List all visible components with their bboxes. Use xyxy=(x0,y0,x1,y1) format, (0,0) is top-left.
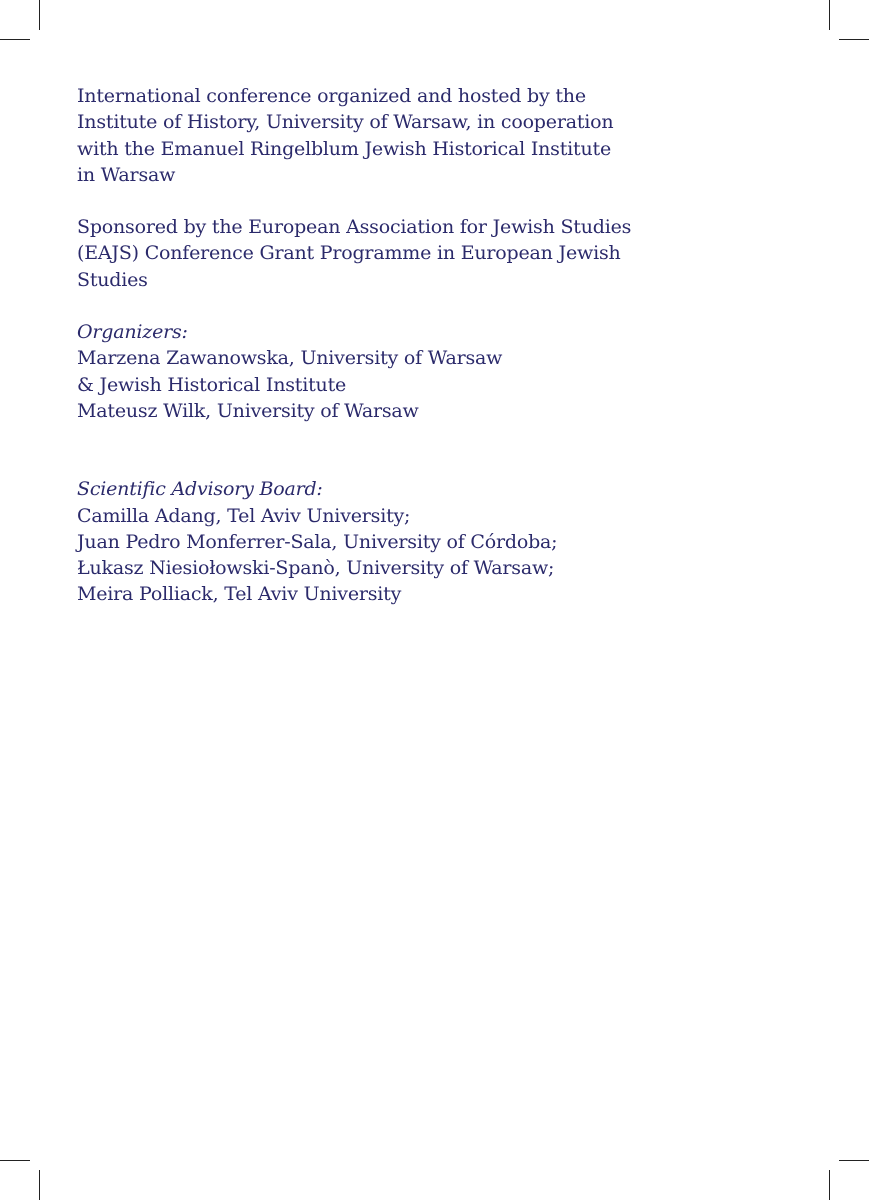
organizer-line: Mateusz Wilk, University of Warsaw xyxy=(77,399,419,422)
intro-paragraph xyxy=(77,83,637,188)
sponsor-line: Studies xyxy=(77,268,148,291)
intro-line: with the Emanuel Ringelblum Jewish Historical Institute xyxy=(77,137,611,160)
sponsor-line: Sponsored by the European Association for Jewish Studies xyxy=(77,216,632,239)
crop-mark-bottom-left-vertical xyxy=(39,1170,40,1200)
advisory-board-member: Juan Pedro Monferrer-Sala, University of Córdoba; xyxy=(77,530,558,553)
intro-line: in Warsaw xyxy=(77,163,176,186)
crop-mark-top-left-vertical xyxy=(39,0,40,30)
organizers-section xyxy=(77,319,637,424)
crop-mark-top-right-horizontal xyxy=(839,39,869,40)
advisory-board-heading: Scientific Advisory Board: xyxy=(77,478,323,501)
crop-mark-top-right-vertical xyxy=(829,0,830,30)
intro-line: Institute of History, University of Warsaw, in cooperation xyxy=(77,111,614,134)
intro-line: International conference organized and hosted by the xyxy=(77,85,586,107)
advisory-board-member: Camilla Adang, Tel Aviv University; xyxy=(77,504,411,527)
page-content xyxy=(77,83,637,608)
spacer xyxy=(77,424,637,476)
advisory-board-section xyxy=(77,476,637,607)
organizers-heading: Organizers: xyxy=(77,321,188,344)
sponsor-line: (EAJS) Conference Grant Programme in European Jewish xyxy=(77,242,621,265)
crop-mark-bottom-right-horizontal xyxy=(839,1160,869,1161)
sponsor-paragraph xyxy=(77,214,637,293)
crop-mark-bottom-left-horizontal xyxy=(0,1160,30,1161)
crop-mark-bottom-right-vertical xyxy=(829,1170,830,1200)
organizer-line: Marzena Zawanowska, University of Warsaw xyxy=(77,347,503,370)
spacer xyxy=(77,293,637,319)
advisory-board-member: Łukasz Niesiołowski-Spanò, University of Warsaw; xyxy=(77,557,555,580)
organizer-line: & Jewish Historical Institute xyxy=(77,373,347,396)
advisory-board-member: Meira Polliack, Tel Aviv University xyxy=(77,583,402,606)
spacer xyxy=(77,188,637,214)
crop-mark-top-left-horizontal xyxy=(0,39,30,40)
